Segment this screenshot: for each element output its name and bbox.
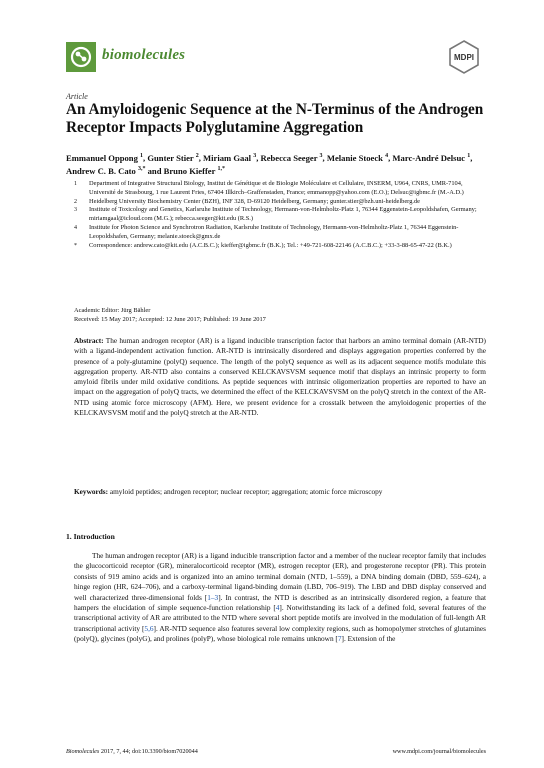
author-affiliation-mark: 1: [467, 153, 471, 160]
journal-logo-icon[interactable]: [66, 42, 96, 72]
affiliation-mark: 1: [74, 181, 77, 187]
academic-editor: Academic Editor: Jürg Bähler: [74, 307, 151, 314]
author-separator: ,: [388, 153, 393, 163]
affiliation-mark: 3: [74, 207, 77, 214]
affiliation-item: [66, 206, 486, 224]
article-meta: [74, 307, 486, 325]
author-separator: ,: [143, 153, 148, 163]
author-name: Emmanuel Oppong: [66, 153, 138, 163]
author-list: [66, 152, 486, 177]
author-affiliation-mark: 3: [319, 153, 323, 160]
author-affiliation-mark: 3,*: [137, 165, 146, 172]
affiliation-item: [66, 224, 486, 242]
author-affiliation-mark: 3: [253, 153, 257, 160]
publication-dates: Received: 15 May 2017; Accepted: 12 June 2017; Published: 19 June 2017: [74, 315, 266, 323]
introduction-paragraph: [74, 551, 486, 645]
footer-journal: Biomolecules: [66, 748, 100, 755]
paragraph-text: ]. In contrast, the NTD is described as an intrinsically disordered region, a feature that hampers the elucidation of simple sequence-function relationship [: [74, 592, 486, 613]
affiliation-item: [66, 198, 486, 207]
keywords-label: Keywords:: [74, 487, 109, 496]
author-separator: and: [145, 165, 164, 176]
citation-link[interactable]: 5,6: [144, 623, 154, 633]
affiliation-item: [66, 180, 486, 198]
affiliation-text: Institute of Toxicology and Genetics, Karlsruhe Institute of Technology, Hermann-von-Helmholtz-Platz 1, 76344 Eggenstein-Leopoldshafen, Germany; miriamgaal@icloud.com (M.G.); rebecca.seeger@kit.edu (R.S.): [89, 206, 477, 223]
citation-link[interactable]: 4: [275, 603, 280, 613]
author-name: Andrew C. B. Cato: [66, 165, 136, 176]
article-type: Article: [66, 92, 88, 101]
author-name: Gunter Stier: [147, 153, 194, 163]
keywords-text: amyloid peptides; androgen receptor; nuclear receptor; aggregation; atomic force microscopy: [109, 487, 383, 496]
paper-title: An Amyloidogenic Sequence at the N-Terminus of the Androgen Receptor Impacts Polyglutamine Aggregation: [66, 101, 484, 136]
affiliation-text: Heidelberg University Biochemistry Center (BZH), INF 328, D-69120 Heidelberg, Germany; gunter.stier@bzh.uni-heidelberg.de: [89, 197, 421, 205]
paragraph-text: ]. Extension of the: [341, 634, 396, 644]
journal-name[interactable]: biomolecules: [102, 47, 186, 63]
publisher-name: MDPI: [454, 53, 474, 62]
citation-link[interactable]: 7: [337, 634, 342, 644]
abstract-text: The human androgen receptor (AR) is a ligand inducible transcription factor that harbors an amino terminal domain (AR-NTD) with a ligand-independent activation function. AR-NTD is intrinsically disordered and displays aggregation properties conferred by the presence of a poly-glutamine (polyQ) sequence. The length of the polyQ sequence as well as its adjacent sequence motifs modulate this aggregation property. AR-NTD also contains a conserved KELCKAVSVSM sequence motif that displays an intrinsic property to form amyloid fibrils under mild oxidative conditions. As peptide sequences with intrinsic oligomerization properties are reported to have an impact on the aggregation of polyQ tracts, we determined the effect of the KELCKAVSVSM on the polyQ stretch in the context of the AR-NTD using atomic force microscopy (AFM). Here, we present evidence for a crosstalk between the amyloidogenic properties of the KELCKAVSVSM motif and the polyQ stretch at the AR-NTD.: [74, 336, 486, 418]
author-affiliation-mark: 1,*: [217, 165, 225, 172]
author-name: Rebecca Seeger: [260, 153, 318, 163]
paragraph-text: ]. Notwithstanding its lack of a defined fold, several features of the transcriptional activity of AR are attributed to the NTD where several short peptide motifs are involved in the modulation of full-length AR transcriptional activity [: [74, 603, 486, 633]
author-separator: ,: [198, 153, 204, 163]
affiliation-mark: 4: [74, 224, 77, 231]
affiliation-item: [66, 242, 486, 251]
paragraph-text: ]. AR-NTD sequence also features several low complexity regions, such as homopolymer stretches of glutamines (polyQ), glycines (polyG), and prolines (polyP), whose biological role remains unknown [: [74, 623, 486, 644]
author-name: Melanie Stoeck: [326, 153, 383, 163]
author-separator: ,: [322, 153, 327, 163]
author-separator: ,: [470, 153, 473, 163]
footer-citation: [66, 748, 198, 755]
affiliation-text: Correspondence: andrew.cato@kit.edu (A.C.B.C.); kieffer@igbmc.fr (B.K.); Tel.: +49-721-608-22146 (A.C.B.C.); +33-3-88-65-47-22 (B.K.): [89, 241, 452, 249]
affiliation-mark: *: [74, 242, 77, 249]
journal-header: [66, 40, 480, 76]
abstract-label: Abstract:: [74, 336, 104, 345]
author-affiliation-mark: 4: [385, 153, 389, 160]
footer-url[interactable]: www.mdpi.com/journal/biomolecules: [392, 748, 486, 755]
citation-link[interactable]: 1–3: [207, 592, 219, 602]
author-name: Bruno Kieffer: [163, 165, 216, 176]
mdpi-logo-icon[interactable]: [448, 40, 480, 74]
author-affiliation-mark: 1: [140, 153, 144, 160]
author-name: Miriam Gaal: [203, 153, 252, 163]
abstract: [74, 336, 486, 418]
paragraph-text: The human androgen receptor (AR) is a ligand inducible transcription factor and a member of the nuclear receptor family that includes the glucocorticoid receptor (GR), mineralocorticoid receptor (MR), estrogen receptor (ER), and progesterone receptor (PR). This protein consists of 919 amino acids and is organized into an amino terminal domain (NTD, 1–559), a DNA binding domain (DBD, 559–624), a hinge region (HR, 624–706), and a carboxy-terminal ligand-binding domain (LBD, 706–919). The LBD and DBD display conserved and well characterized three-dimensional folds [: [74, 551, 486, 602]
author-name: Marc-André Delsuc: [392, 153, 466, 163]
affiliation-list: [66, 180, 486, 250]
affiliation-mark: 2: [74, 198, 77, 205]
section-heading: 1. Introduction: [66, 532, 115, 541]
author-separator: ,: [256, 153, 261, 163]
affiliation-text: Institute for Photon Science and Synchrotron Radiation, Karlsruhe Institute of Technology, Hermann-von-Helmholtz-Platz 1, 76344 Eggenstein-Leopoldshafen, Germany; melanie.stoeck@gmx.de: [89, 223, 459, 240]
affiliation-text: Department of Integrative Structural Biology, Institut de Génétique et de Biologie Moléculaire et Cellulaire, INSERM, U964, CNRS, UMR-7104, Université de Strasbourg, 1 rue Laurent Fries, 67404 Illkirch–Graffenstaden, France; emmanopp@yahoo.com (E.O.); Delsuc@igbmc.fr (M.-A.D.): [89, 180, 464, 196]
author-affiliation-mark: 2: [195, 153, 199, 160]
footer-citation-text: 2017, 7, 44; doi:10.3390/biom7020044: [100, 748, 198, 755]
keywords: [74, 487, 486, 497]
